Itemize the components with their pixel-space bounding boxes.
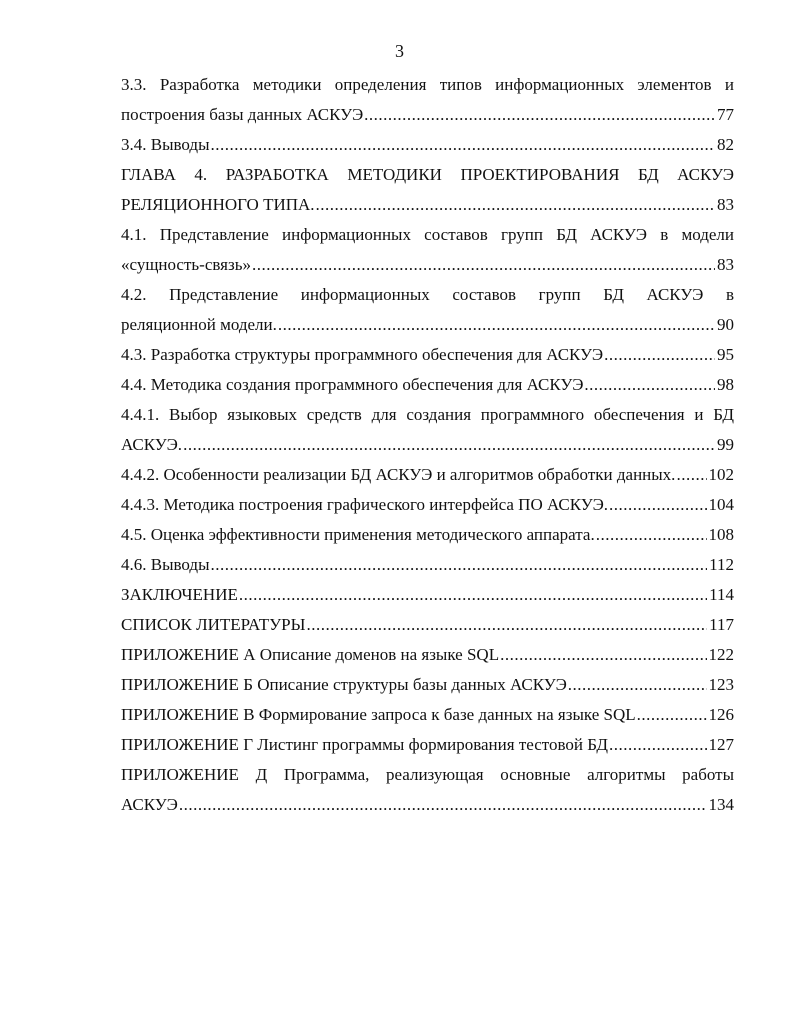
toc-entry[interactable] <box>121 700 734 730</box>
toc-entry[interactable] <box>121 730 734 760</box>
toc-entry-page-number: 95 <box>717 345 734 364</box>
dot-leader <box>183 430 715 460</box>
dot-leader <box>568 670 707 700</box>
toc-entry-final-line <box>121 130 734 160</box>
dot-leader <box>252 250 715 280</box>
toc-entry[interactable] <box>121 370 734 400</box>
toc-entry-final-line <box>121 670 734 700</box>
toc-entry-final-line <box>121 100 734 130</box>
toc-entry-page-number: 123 <box>708 675 734 694</box>
dot-leader <box>604 340 715 370</box>
dot-leader <box>239 580 707 610</box>
toc-entry[interactable] <box>121 340 734 370</box>
dot-leader <box>364 100 715 130</box>
toc-entry-page-number: 134 <box>708 795 734 814</box>
toc-entry[interactable] <box>121 70 734 130</box>
toc-entry-title: 4.4.3. Методика построения графического интерфейса ПО АСКУЭ. <box>121 495 609 514</box>
toc-entry-page-number: 108 <box>708 525 734 544</box>
toc-entry-final-line <box>121 250 734 280</box>
dot-leader <box>609 730 707 760</box>
dot-leader <box>609 490 706 520</box>
dot-leader <box>316 190 715 220</box>
toc-entry-final-line <box>121 550 734 580</box>
toc-entry[interactable] <box>121 640 734 670</box>
toc-entry-title: РЕЛЯЦИОННОГО ТИПА. <box>121 195 315 214</box>
toc-entry[interactable] <box>121 610 734 640</box>
toc-entry-final-line <box>121 640 734 670</box>
toc-entry[interactable] <box>121 670 734 700</box>
toc-entry[interactable] <box>121 280 734 340</box>
toc-entry-page-number: 83 <box>717 255 734 274</box>
toc-entry-title: 4.4.2. Особенности реализации БД АСКУЭ и алгоритмов обработки данных. <box>121 465 676 484</box>
toc-entry[interactable] <box>121 400 734 460</box>
toc-entry-title: ПРИЛОЖЕНИЕ Б Описание структуры базы данных АСКУЭ <box>121 675 567 694</box>
toc-entry-title: ПРИЛОЖЕНИЕ Г Листинг программы формирования тестовой БД <box>121 735 608 754</box>
toc-entry[interactable] <box>121 760 734 820</box>
toc-entry-text-line: 4.1. Представление информационных составов групп БД АСКУЭ в модели <box>121 225 734 244</box>
dot-leader <box>179 790 707 820</box>
toc-entry-title: 4.3. Разработка структуры программного обеспечения для АСКУЭ <box>121 345 604 364</box>
toc-entry-page-number: 114 <box>709 585 734 604</box>
toc-entry-final-line <box>121 790 734 820</box>
toc-entry-final-line <box>121 730 734 760</box>
toc-entry-page-number: 117 <box>709 615 734 634</box>
toc-entry-title: 4.6. Выводы <box>121 555 210 574</box>
dot-leader <box>676 460 706 490</box>
toc-entry-page-number: 127 <box>708 735 734 754</box>
dot-leader <box>278 310 715 340</box>
toc-entry-page-number: 90 <box>717 315 734 334</box>
dot-leader <box>306 610 707 640</box>
toc-entry-page-number: 82 <box>717 135 734 154</box>
toc-entry-title: АСКУЭ <box>121 795 178 814</box>
toc-entry-title: «сущность-связь» <box>121 255 251 274</box>
toc-entry-final-line <box>121 340 734 370</box>
toc-entry[interactable] <box>121 580 734 610</box>
dot-leader <box>637 700 707 730</box>
toc-entry-text-line: 4.2. Представление информационных составов групп БД АСКУЭ в <box>121 285 734 304</box>
page-number: 3 <box>395 41 404 61</box>
toc-entry-title: ПРИЛОЖЕНИЕ В Формирование запроса к базе данных на языке SQL <box>121 705 636 724</box>
toc-entry-page-number: 102 <box>708 465 734 484</box>
toc-entry-title: ПРИЛОЖЕНИЕ А Описание доменов на языке SQL <box>121 645 500 664</box>
toc-entry-final-line <box>121 580 734 610</box>
dot-leader <box>584 370 715 400</box>
toc-entry[interactable] <box>121 460 734 490</box>
toc-entry[interactable] <box>121 130 734 160</box>
toc-entry[interactable] <box>121 220 734 280</box>
toc-entry-final-line <box>121 610 734 640</box>
toc-entry[interactable] <box>121 160 734 220</box>
toc-entry-final-line <box>121 430 734 460</box>
toc-entry-final-line <box>121 310 734 340</box>
toc-entry[interactable] <box>121 520 734 550</box>
toc-entry-page-number: 104 <box>708 495 734 514</box>
toc-entry-title: 4.4. Методика создания программного обеспечения для АСКУЭ <box>121 375 584 394</box>
toc-entry[interactable] <box>121 550 734 580</box>
toc-entry-final-line <box>121 370 734 400</box>
toc-entry-text-line: ГЛАВА 4. РАЗРАБОТКА МЕТОДИКИ ПРОЕКТИРОВАНИЯ БД АСКУЭ <box>121 165 734 184</box>
dot-leader <box>500 640 706 670</box>
toc-entry-text-line: 4.4.1. Выбор языковых средств для создания программного обеспечения и БД <box>121 405 734 424</box>
table-of-contents <box>121 70 734 820</box>
toc-entry-final-line <box>121 700 734 730</box>
toc-entry-title: реляционной модели. <box>121 315 277 334</box>
dot-leader <box>596 520 707 550</box>
toc-entry-final-line <box>121 490 734 520</box>
toc-entry-text-line: 3.3. Разработка методики определения типов информационных элементов и <box>121 75 734 94</box>
dot-leader <box>211 550 708 580</box>
toc-entry-page-number: 98 <box>717 375 734 394</box>
toc-entry-title: ЗАКЛЮЧЕНИЕ <box>121 585 238 604</box>
toc-entry-title: СПИСОК ЛИТЕРАТУРЫ <box>121 615 306 634</box>
toc-entry-final-line <box>121 460 734 490</box>
toc-entry-page-number: 122 <box>708 645 734 664</box>
dot-leader <box>211 130 715 160</box>
toc-entry-title: АСКУЭ. <box>121 435 183 454</box>
toc-entry-text-line: ПРИЛОЖЕНИЕ Д Программа, реализующая основные алгоритмы работы <box>121 765 734 784</box>
toc-entry-page-number: 126 <box>708 705 734 724</box>
toc-entry-final-line <box>121 190 734 220</box>
toc-entry-page-number: 77 <box>717 105 734 124</box>
toc-entry[interactable] <box>121 490 734 520</box>
toc-entry-page-number: 112 <box>709 555 734 574</box>
toc-entry-page-number: 83 <box>717 195 734 214</box>
toc-entry-title: 4.5. Оценка эффективности применения методического аппарата. <box>121 525 595 544</box>
toc-entry-title: построения базы данных АСКУЭ <box>121 105 364 124</box>
toc-entry-final-line <box>121 520 734 550</box>
toc-entry-page-number: 99 <box>717 435 734 454</box>
toc-entry-title: 3.4. Выводы <box>121 135 210 154</box>
